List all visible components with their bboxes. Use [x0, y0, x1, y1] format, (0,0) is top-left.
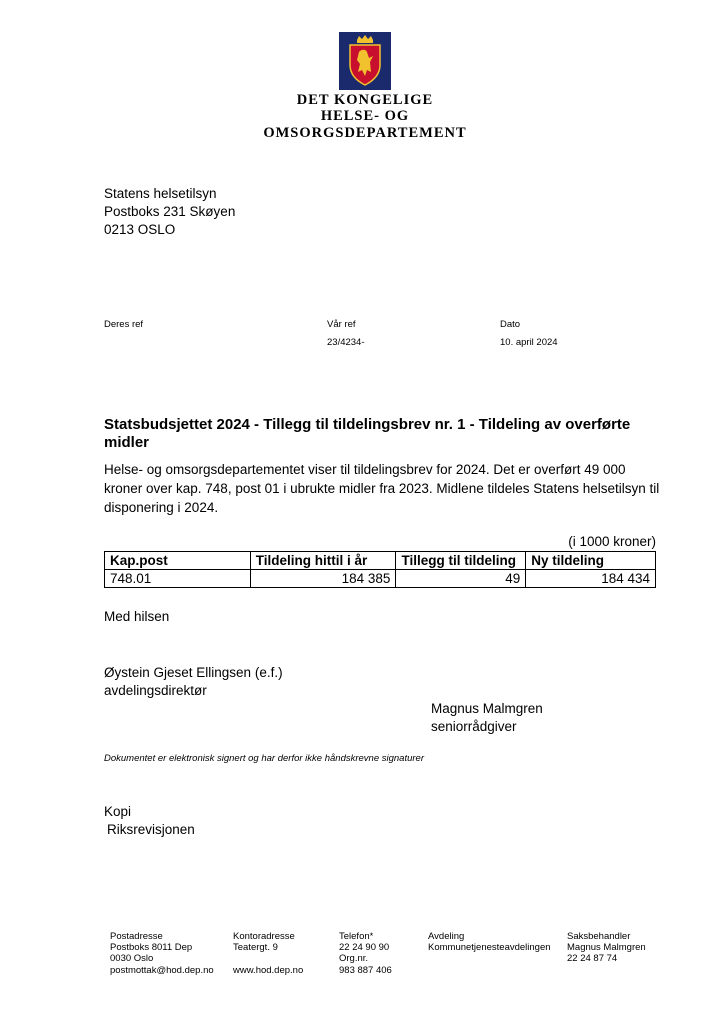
dato-value: 10. april 2024 [500, 337, 558, 348]
recipient-line: 0213 OSLO [104, 222, 176, 237]
department-line-1: DET KONGELIGE [296, 92, 434, 108]
footer-postal-address [110, 931, 214, 976]
footer-label: Avdeling [428, 931, 465, 942]
deres-ref-label: Deres ref [104, 319, 144, 330]
signer-2 [431, 700, 543, 736]
footer-line: 22 24 87 74 [567, 953, 618, 965]
table-row [105, 570, 656, 588]
footer-line: Org.nr. [339, 953, 369, 965]
footer-phone [339, 931, 392, 976]
signer-1-name: Øystein Gjeset Ellingsen (e.f.) [104, 665, 283, 680]
norwegian-coat-of-arms-icon [339, 32, 391, 90]
footer-label: Saksbehandler [567, 931, 631, 942]
table-cell: 184 434 [526, 570, 656, 588]
footer-line: Kommunetjenesteavdelingen [428, 942, 551, 954]
footer-label: Postadresse [110, 931, 163, 942]
table-cell: 748.01 [105, 570, 251, 588]
department-line-2: HELSE- OG OMSORGSDEPARTEMENT [263, 108, 467, 141]
footer-line: Magnus Malmgren [567, 942, 646, 954]
footer-label: Kontoradresse [233, 931, 295, 942]
column-header: Tillegg til tildeling [396, 552, 526, 570]
footer-line: 983 887 406 [339, 964, 392, 976]
dato-label: Dato [500, 319, 521, 330]
footer-line: Teatergt. 9 [233, 942, 278, 954]
column-header: Tildeling hittil i år [250, 552, 396, 570]
footer-line: 0030 Oslo [110, 953, 154, 965]
letter-title: Statsbudsjettet 2024 - Tillegg til tildelingsbrev nr. 1 - Tildeling av overførte midler [104, 416, 631, 451]
footer-department [428, 931, 551, 953]
table-cell: 184 385 [250, 570, 396, 588]
footer-line: 22 24 90 90 [339, 942, 390, 954]
letter-body: Helse- og omsorgsdepartementet viser til tildelingsbrev for 2024. Det er overført 49 000 kroner over kap. 748, post 01 i ubrukte midler fra 2023. Midlene tildeles Statens helsetilsyn til disponering i 2024. [104, 462, 660, 515]
table-header-row [105, 552, 656, 570]
var-ref-label: Vår ref [327, 319, 356, 330]
recipient-line: Postboks 231 Skøyen [104, 204, 236, 219]
allocation-table [104, 551, 656, 588]
column-header: Ny tildeling [526, 552, 656, 570]
var-ref-value: 23/4234- [327, 337, 365, 348]
signer-2-title: seniorrådgiver [431, 719, 517, 734]
letterhead [220, 32, 510, 142]
footer-line [233, 953, 303, 964]
electronic-signature-note: Dokumentet er elektronisk signert og har derfor ikke håndskrevne signaturer [104, 753, 424, 764]
column-header: Kap.post [105, 552, 251, 570]
footer-case-officer [567, 931, 646, 965]
footer-email: postmottak@hod.dep.no [110, 964, 214, 976]
copy-section [104, 803, 195, 839]
footer-line: Postboks 8011 Dep [110, 942, 193, 954]
recipient-address [104, 185, 235, 239]
copy-recipient: Riksrevisjonen [107, 822, 195, 837]
signer-1-title: avdelingsdirektør [104, 683, 207, 698]
footer-label: Telefon* [339, 931, 374, 942]
table-unit: (i 1000 kroner) [568, 534, 656, 549]
recipient-line: Statens helsetilsyn [104, 186, 217, 201]
greeting: Med hilsen [104, 609, 170, 624]
copy-label: Kopi [104, 804, 132, 819]
signer-2-name: Magnus Malmgren [431, 701, 543, 716]
table-cell: 49 [396, 570, 526, 588]
footer-office-address [233, 931, 303, 976]
footer-website: www.hod.dep.no [233, 964, 304, 976]
signer-1 [104, 664, 283, 700]
